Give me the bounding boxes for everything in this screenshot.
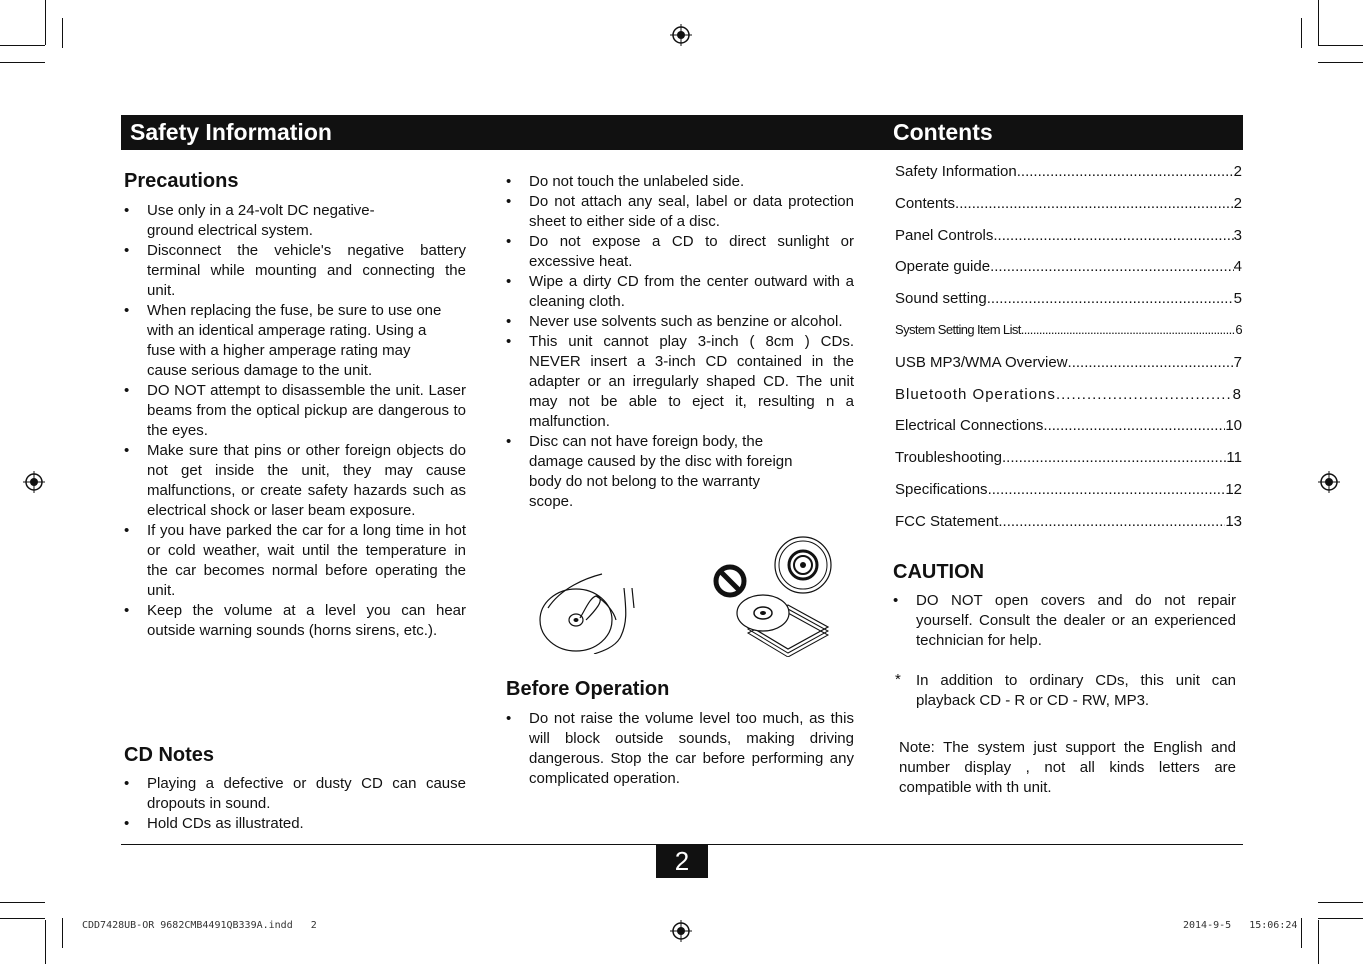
- toc-entry-page: 4: [1233, 258, 1242, 276]
- toc-entry[interactable]: [895, 290, 1242, 322]
- registration-mark-icon: [1318, 471, 1340, 493]
- toc-entry-page: 2: [1233, 163, 1242, 180]
- crop-mark: [62, 918, 63, 948]
- toc-entry-title: FCC Statement: [895, 512, 999, 530]
- list-item: • DO NOT open covers and do not repair yourself. Consult the dealer or an experienced technician for help.: [893, 591, 1236, 651]
- list-item: • When replacing the fuse, be sure to use one with an identical amperage rating. Using a fuse with a higher amperage rating may cause serious damage to the unit.: [124, 301, 466, 381]
- asterisk-marker: *: [895, 671, 901, 688]
- table-of-contents: [895, 163, 1242, 545]
- toc-entry-page: 7: [1233, 353, 1242, 371]
- list-item: • Never use solvents such as benzine or alcohol.: [506, 312, 854, 332]
- crop-mark: [0, 62, 45, 63]
- list-item: • Disconnect the vehicle's negative battery terminal while mounting and connecting the unit.: [124, 241, 466, 301]
- page-number: 2: [656, 845, 708, 878]
- list-item: • Do not raise the volume level too much, as this will block outside sounds, making driving dangerous. Stop the car before performing any complicated operation.: [506, 709, 854, 789]
- toc-entry[interactable]: [895, 322, 1242, 354]
- crop-mark: [0, 902, 45, 903]
- toc-entry[interactable]: [895, 417, 1242, 449]
- registration-mark-icon: [670, 24, 692, 46]
- list-item: • If you have parked the car for a long time in hot or cold weather, wait until the temperature in the car becomes normal before operating the unit.: [124, 521, 466, 601]
- toc-entry-page: 6: [1235, 321, 1242, 337]
- registration-mark-icon: [670, 920, 692, 942]
- toc-entry-title: Contents: [895, 194, 956, 212]
- toc-entry-page: 3: [1233, 226, 1242, 244]
- crop-mark: [1318, 920, 1319, 964]
- crop-mark: [1318, 45, 1363, 46]
- toc-entry[interactable]: [895, 386, 1242, 418]
- print-timestamp: 2014-9-5 15:06:24: [1183, 920, 1298, 931]
- precautions-list: [124, 201, 466, 641]
- toc-entry-title: Troubleshooting: [895, 449, 1003, 467]
- toc-entry-title: Specifications: [895, 480, 988, 498]
- crop-mark: [1318, 918, 1363, 919]
- list-item: • DO NOT attempt to disassemble the unit. Laser beams from the optical pickup are dangerous to the eyes.: [124, 381, 466, 441]
- file-slug: CDD7428UB-OR 9682CMB4491QB339A.indd 2: [82, 920, 317, 931]
- toc-entry-page: 5: [1233, 290, 1242, 308]
- toc-entry[interactable]: [895, 227, 1242, 259]
- list-item: • Do not attach any seal, label or data protection sheet to either side of a disc.: [506, 192, 854, 232]
- disc-compatibility-note: In addition to ordinary CDs, this unit can playback CD - R or CD - RW, MP3.: [916, 672, 1236, 709]
- crop-mark: [1301, 918, 1302, 948]
- toc-entry-title: Bluetooth Operations: [895, 385, 1056, 403]
- cd-notes-list: [124, 774, 466, 834]
- crop-mark: [1301, 18, 1302, 48]
- list-item: • Hold CDs as illustrated.: [124, 814, 466, 834]
- crop-mark: [1318, 62, 1363, 63]
- crop-mark: [1318, 0, 1319, 45]
- caution-list: [893, 591, 1236, 651]
- toc-entry-title: System Setting Item List: [895, 321, 1021, 337]
- toc-entry-page: 13: [1225, 512, 1242, 530]
- toc-entry[interactable]: [895, 449, 1242, 481]
- precautions-heading: Precautions: [124, 170, 239, 192]
- caution-heading: CAUTION: [893, 561, 985, 583]
- hand-holding-cd-illustration: [536, 568, 640, 654]
- toc-entry-page: 8: [1232, 385, 1242, 403]
- crop-mark: [0, 918, 45, 919]
- toc-entry-title: Panel Controls: [895, 226, 994, 244]
- toc-entry[interactable]: [895, 195, 1242, 227]
- registration-mark-icon: [23, 471, 45, 493]
- toc-entry-title: Sound setting: [895, 290, 987, 308]
- list-item: • Use only in a 24-volt DC negative-ground electrical system.: [124, 201, 466, 241]
- toc-entry-page: 2: [1233, 194, 1242, 212]
- list-item: • This unit cannot play 3-inch ( 8cm ) CDs. NEVER insert a 3-inch CD contained in the adapter or an irregularly shaped CD. The unit may not be able to eject it, resulting n a malfunction.: [506, 332, 854, 432]
- display-language-note: Note: The system just support the English and number display , not all kinds letters are compatible with th unit.: [899, 739, 1236, 796]
- toc-entry-title: Safety Information: [895, 163, 1017, 180]
- list-item: • Wipe a dirty CD from the center outward with a cleaning cloth.: [506, 272, 854, 312]
- toc-entry-title: Operate guide: [895, 258, 991, 276]
- list-item: • Disc can not have foreign body, the damage caused by the disc with foreign body do not belong to the warranty scope.: [506, 432, 854, 512]
- toc-entry-page: 12: [1225, 480, 1242, 498]
- toc-entry-title: Electrical Connections: [895, 417, 1044, 435]
- toc-entry[interactable]: [895, 163, 1242, 195]
- toc-entry[interactable]: [895, 481, 1242, 513]
- toc-entry-page: 10: [1225, 417, 1242, 435]
- crop-mark: [62, 18, 63, 48]
- crop-mark: [45, 920, 46, 964]
- crop-mark: [0, 45, 45, 46]
- list-item: • Do not touch the unlabeled side.: [506, 172, 854, 192]
- section-header-bar: [121, 115, 1243, 150]
- before-operation-heading: Before Operation: [506, 678, 670, 700]
- cd-handling-list: [506, 172, 854, 512]
- contents-heading: Contents: [893, 119, 993, 145]
- list-item: • Make sure that pins or other foreign objects do not get inside the unit, they may cause malfunctions, or create safety hazards such as electrical shock or laser beam exposure.: [124, 441, 466, 521]
- cd-notes-heading: CD Notes: [124, 744, 215, 766]
- toc-entry-title: USB MP3/WMA Overview: [895, 353, 1068, 371]
- list-item: • Keep the volume at a level you can hear outside warning sounds (horns sirens, etc.).: [124, 601, 466, 641]
- crop-mark: [1318, 902, 1363, 903]
- prohibited-stack-illustration: [708, 535, 836, 657]
- list-item: • Do not expose a CD to direct sunlight or excessive heat.: [506, 232, 854, 272]
- toc-entry-page: 11: [1226, 449, 1242, 467]
- crop-mark: [45, 0, 46, 45]
- toc-entry[interactable]: [895, 354, 1242, 386]
- toc-entry[interactable]: [895, 513, 1242, 545]
- before-operation-list: [506, 709, 854, 789]
- list-item: • Playing a defective or dusty CD can cause dropouts in sound.: [124, 774, 466, 814]
- safety-information-heading: Safety Information: [130, 119, 332, 145]
- toc-entry[interactable]: [895, 258, 1242, 290]
